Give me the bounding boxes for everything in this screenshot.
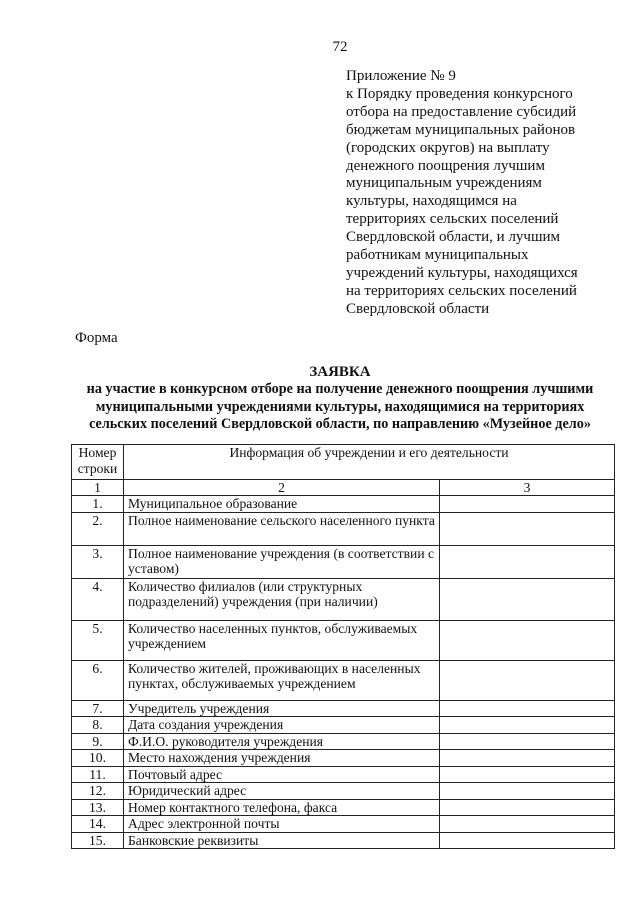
appendix-line: к Порядку проведения конкурсного [346, 85, 573, 102]
row-label: Номер контактного телефона, факса [124, 799, 440, 816]
table-row [72, 816, 615, 833]
row-number: 2. [72, 512, 124, 545]
document-subtitle [60, 381, 620, 434]
row-number: 11. [72, 766, 124, 783]
subtitle-line: сельских поселений Свердловской области, по направлению «Музейное дело» [89, 416, 591, 432]
row-number: 15. [72, 832, 124, 849]
appendix-line: культуры, находящимся на [346, 193, 517, 210]
row-value-cell[interactable] [440, 496, 615, 513]
table-row [72, 783, 615, 800]
row-label: Юридический адрес [124, 783, 440, 800]
row-value-cell[interactable] [440, 733, 615, 750]
row-value-cell[interactable] [440, 832, 615, 849]
page-number: 72 [332, 39, 348, 55]
row-value-cell[interactable] [440, 783, 615, 800]
table-row [72, 717, 615, 734]
row-label: Муниципальное образование [124, 496, 440, 513]
table-row [72, 578, 615, 620]
appendix-line: на территориях сельских поселений [346, 282, 577, 299]
row-value-cell[interactable] [440, 512, 615, 545]
row-label: Адрес электронной почты [124, 816, 440, 833]
row-value-cell[interactable] [440, 700, 615, 717]
row-number: 10. [72, 750, 124, 767]
row-number-header-line2: строки [77, 460, 118, 476]
row-number: 1. [72, 496, 124, 513]
table-row [72, 799, 615, 816]
appendix-line: денежного поощрения лучшим [346, 157, 545, 174]
appendix-line: муниципальным учреждениям [346, 175, 542, 192]
info-header: Информация об учреждении и его деятельности [124, 445, 615, 480]
row-value-cell[interactable] [440, 750, 615, 767]
row-number: 9. [72, 733, 124, 750]
row-label: Количество жителей, проживающих в населенных пунктах, обслуживаемых учреждением [124, 660, 440, 700]
row-label: Ф.И.О. руководителя учреждения [124, 733, 440, 750]
appendix-note [346, 68, 616, 319]
appendix-line: (городских округов) на выплату [346, 139, 550, 156]
row-value-cell[interactable] [440, 799, 615, 816]
row-value-cell[interactable] [440, 620, 615, 660]
appendix-line: Свердловской области, и лучшим [346, 229, 561, 246]
appendix-line: бюджетам муниципальных районов [346, 121, 576, 138]
appendix-line: учреждений культуры, находящихся [346, 264, 578, 281]
appendix-line: работникам муниципальных [346, 247, 529, 264]
table-row [72, 832, 615, 849]
row-number-header [72, 445, 124, 480]
row-number: 4. [72, 578, 124, 620]
table-row [72, 766, 615, 783]
table-row [72, 512, 615, 545]
table-row [72, 733, 615, 750]
row-value-cell[interactable] [440, 766, 615, 783]
appendix-line: отбора на предоставление субсидий [346, 103, 577, 120]
table-header-row [72, 445, 615, 480]
form-label: Форма [75, 330, 118, 346]
row-number: 13. [72, 799, 124, 816]
table-row [72, 700, 615, 717]
appendix-line: территориях сельских поселений [346, 211, 559, 228]
row-label: Учредитель учреждения [124, 700, 440, 717]
table-row [72, 750, 615, 767]
column-index: 2 [124, 480, 440, 496]
row-label: Количество филиалов (или структурных подразделений) учреждения (при наличии) [124, 578, 440, 620]
row-label: Место нахождения учреждения [124, 750, 440, 767]
row-value-cell[interactable] [440, 816, 615, 833]
row-number: 3. [72, 545, 124, 578]
row-value-cell[interactable] [440, 578, 615, 620]
column-index-row [72, 480, 615, 496]
row-label: Количество населенных пунктов, обслуживаемых учреждением [124, 620, 440, 660]
document-title: ЗАЯВКА [309, 364, 371, 380]
appendix-line: Приложение № 9 [346, 68, 456, 84]
row-value-cell[interactable] [440, 660, 615, 700]
table-row [72, 496, 615, 513]
column-index: 3 [440, 480, 615, 496]
appendix-line: Свердловской области [346, 300, 490, 317]
row-number: 7. [72, 700, 124, 717]
row-label: Полное наименование сельского населенного пункта [124, 512, 440, 545]
table-row [72, 660, 615, 700]
row-value-cell[interactable] [440, 717, 615, 734]
row-label: Полное наименование учреждения (в соответствии с уставом) [124, 545, 440, 578]
subtitle-line: на участие в конкурсном отборе на получение денежного поощрения лучшими [86, 381, 594, 397]
row-number: 5. [72, 620, 124, 660]
row-number: 6. [72, 660, 124, 700]
column-index: 1 [72, 480, 124, 496]
row-number-header-line1: Номер [78, 445, 117, 460]
row-number: 8. [72, 717, 124, 734]
row-number: 14. [72, 816, 124, 833]
row-label: Почтовый адрес [124, 766, 440, 783]
subtitle-line: муниципальными учреждениями культуры, находящимися на территориях [95, 398, 585, 415]
row-value-cell[interactable] [440, 545, 615, 578]
row-label: Дата создания учреждения [124, 717, 440, 734]
table-row [72, 545, 615, 578]
application-table [71, 444, 615, 849]
row-number: 12. [72, 783, 124, 800]
row-label: Банковские реквизиты [124, 832, 440, 849]
table-row [72, 620, 615, 660]
